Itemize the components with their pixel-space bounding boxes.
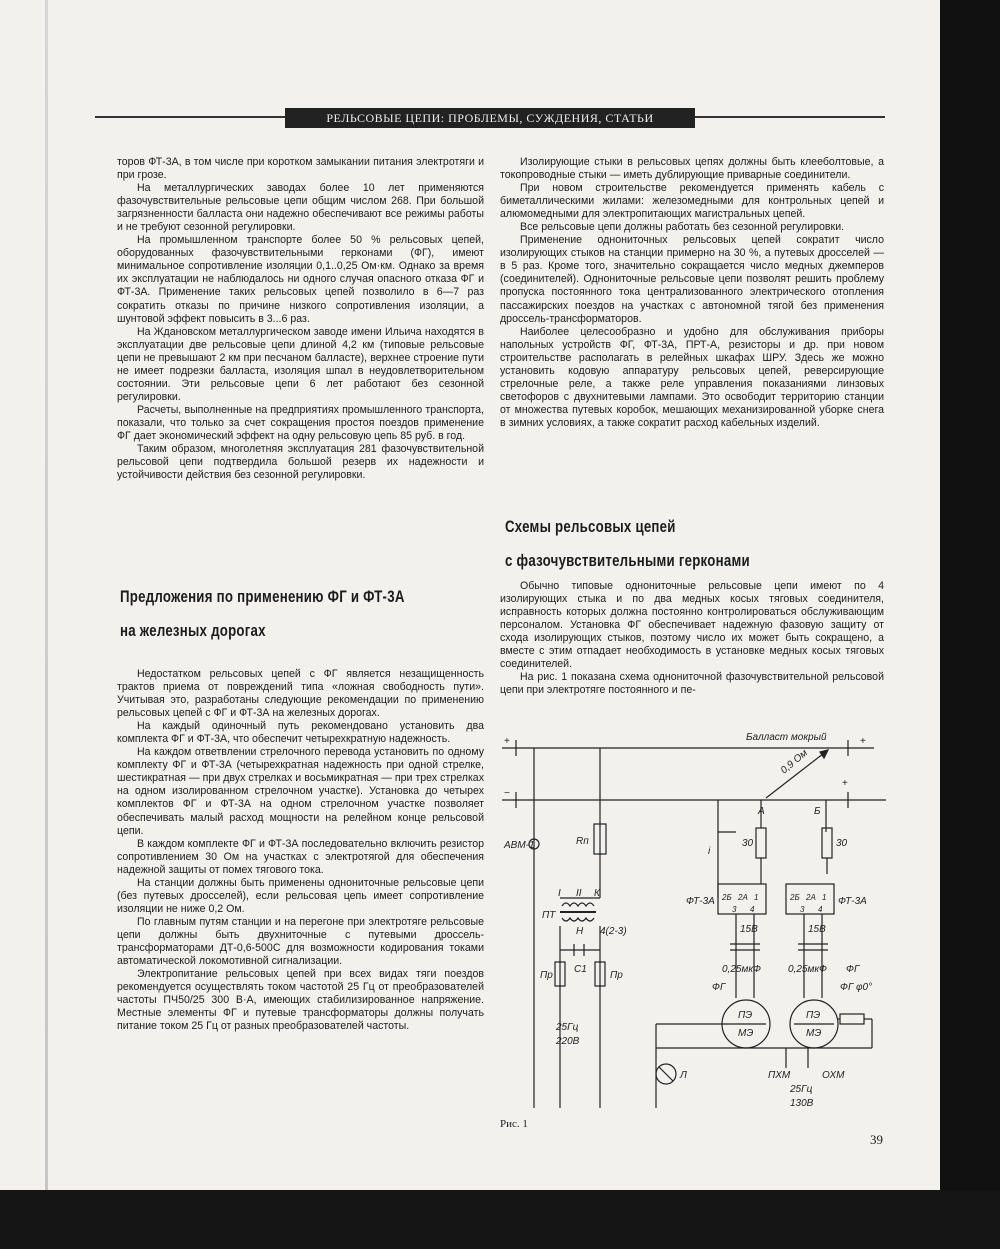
- freq-label: 25Гц: [556, 1022, 579, 1033]
- terminal: 1: [754, 893, 759, 902]
- left-column-upper: [117, 156, 484, 482]
- paragraph: На металлургических заводах более 10 лет применяются фазочувствительные рельсовые цепи общим числом 268. При большой загрязненности балласта они надежно обеспечивают все режимы работы и не требуют сезонной регулировки.: [117, 182, 484, 234]
- capacitance-label: 0,25мкФ: [788, 964, 827, 975]
- relay-winding-label: МЭ: [806, 1028, 822, 1039]
- fg-label: ФГ: [712, 982, 726, 993]
- pt-terminal: Н: [576, 926, 584, 937]
- tap-label: 4(2-3): [600, 926, 627, 937]
- paragraph: Обычно типовые однониточные рельсовые цепи имеют по 4 изолирующих стыка и по два медных косых тяговых соединителя, исправность которых должна постоянно контролироваться обслуживающим персоналом. Установка ФГ обеспечивает надежную фазовую защиту от схода изолирующих стыков, поэтому число их может быть сокращено, а вместе с этим отпадает необходимость в установке медных косых тяговых соединителей.: [500, 580, 884, 671]
- scan-edge-bottom: [0, 1190, 1000, 1249]
- transformer-winding: [562, 903, 594, 906]
- resistance-label: 0,9 Ом: [778, 747, 810, 777]
- heading-line: на железных дорогах: [120, 621, 266, 640]
- page-number: 39: [870, 1132, 883, 1147]
- rp-label: Rп: [576, 836, 589, 847]
- heading-line: Предложения по применению ФГ и ФТ-3А: [120, 587, 405, 606]
- section-heading-schemes: [505, 516, 750, 572]
- ballast-label: Балласт мокрый: [746, 732, 827, 743]
- c1-label: С1: [574, 964, 587, 975]
- terminal-b: Б: [814, 806, 821, 817]
- voltage-label: 220В: [556, 1036, 580, 1047]
- paragraph: На Ждановском металлургическом заводе имени Ильича находятся в эксплуатации две рельсовые цепи длиной 4,2 км (типовые рельсовые цепи не превышают 2 км при песчаном балласте), верхнее строение пути не имеет подрезки балласта, изоляция шпал в неудовлетворительном состоянии. Эти рельсовые цепи 6 лет работают без сезонной регулировки.: [117, 325, 484, 403]
- paragraph: На каждом ответвлении стрелочного перевода установить по одному комплекту ФГ и ФТ-3А (четырехкратная надежность при одной стрелке, шестикратная — при двух стрелках и восьмикратная — при трех стрелках на одном изолированном стрелочном участке). Установка до четырех комплектов ФГ и ФТ-3А на одном стрелочном участке позволяет обеспечивать малый расход мощности на релейном конце рельсовой цепи.: [117, 746, 484, 837]
- paragraph: Таким образом, многолетняя эксплуатация 281 фазочувствительной рельсовой цепи подтвердила большой резерв их надежности и устойчивости действия без сезонной регулировки.: [117, 443, 484, 482]
- right-column-lower: [500, 580, 884, 697]
- ft3a-label: ФТ-3А: [686, 896, 715, 907]
- heading-line: Схемы рельсовых цепей: [505, 517, 676, 536]
- voltage-label: 15В: [808, 924, 826, 935]
- phase-label: φ0°: [856, 982, 873, 993]
- relay-winding-label: МЭ: [738, 1028, 754, 1039]
- terminal: 2А: [738, 893, 748, 902]
- freq-label: 25Гц: [790, 1084, 813, 1095]
- resistor-30: [756, 828, 766, 858]
- plus-label: +: [860, 736, 866, 747]
- paragraph: В каждом комплекте ФГ и ФТ-3А последовательно включить резистор сопротивлением 30 Ом на участках с электротягой для обеспечения надежной защиты от помех тягового тока.: [117, 837, 484, 876]
- fuse-label: Пр: [540, 970, 553, 981]
- terminal: 4: [818, 905, 823, 914]
- pt-terminal: I: [558, 888, 561, 899]
- paragraph: Все рельсовые цепи должны работать без сезонной регулировки.: [520, 221, 845, 234]
- avm-label: АВМ-1: [504, 840, 535, 851]
- terminal: 1: [822, 893, 827, 902]
- pt-terminal: II: [576, 888, 582, 899]
- plus-label: +: [504, 736, 510, 747]
- paragraph: На промышленном транспорте более 50 % рельсовых цепей, оборудованных фазочувствительными герконами (ФГ), имеют минимальное сопротивление изоляции 0,1..0,25 Ом·км. Однако за время их эксплуатации не наблюдалось ни одного случая опасного отказа ФГ и ФТ-3А. Применение таких рельсовых цепей позволило в 6—7 раз сократить отказы по причине низкого сопротивления изоляции, а шунтовой эффект повысить в 3...6 раз.: [117, 234, 484, 325]
- terminal: 2Б: [790, 893, 800, 902]
- section-heading-proposals: [120, 586, 405, 642]
- plus-label: +: [842, 778, 848, 789]
- paragraph: На станции должны быть применены однониточные рельсовые цепи (без путевых дросселей), если рельсовая цепь имеет сопротивление изоляции не ниже 0,2 Ом.: [117, 876, 484, 915]
- paragraph: торов ФТ-3А, в том числе при коротком замыкании питания электротяги и при грозе.: [117, 156, 484, 182]
- terminal: 4: [750, 905, 755, 914]
- circuit-diagram: [496, 728, 892, 1128]
- terminal: 2А: [806, 893, 816, 902]
- paragraph: Расчеты, выполненные на предприятиях промышленного транспорта, показали, что только за счет сокращения простоя поездов применение ФГ дает экономический эффект на одну рельсовую цепь 85 руб. в год.: [117, 403, 484, 442]
- fg-label: ФГ: [840, 982, 854, 993]
- figure-caption: Рис. 1: [500, 1118, 528, 1130]
- pt-label: ПТ: [542, 910, 556, 921]
- capacitance-label: 0,25мкФ: [722, 964, 761, 975]
- pt-terminal: К: [594, 888, 600, 899]
- lamp-filament: [659, 1067, 673, 1081]
- transformer-winding: [562, 918, 594, 921]
- lamp-label: Л: [680, 1070, 687, 1081]
- paragraph: При новом строительстве рекомендуется применять кабель с биметаллическими жилами: железомедными для контрольных цепей и алюмомедными для электропитающих магистральных цепей.: [500, 182, 884, 221]
- voltage-label: 130В: [790, 1098, 814, 1109]
- relay-winding-label: ПЭ: [738, 1010, 753, 1021]
- right-column-upper: [500, 156, 884, 430]
- voltage-label: 15В: [740, 924, 758, 935]
- okh-label: ОХМ: [822, 1070, 845, 1081]
- current-label: i: [708, 846, 711, 857]
- terminal-a: А: [758, 806, 765, 817]
- resistor-30: [822, 828, 832, 858]
- ft3a-label: ФТ-3А: [838, 896, 867, 907]
- binding-fold: [45, 0, 48, 1190]
- paragraph: Наиболее целесообразно и удобно для обслуживания приборы напольных устройств ФГ, ФТ-3А, ПРТ-А, резисторы и др. при новом строительстве располагать в релейных шкафах ШРУ. Здесь же можно установить кодовую аппаратуру рельсовых цепей, реверсирующие стрелочные реле, а также реле управления показаниями линзовых светофоров с двухнитевыми лампами. Это освободит территорию станции от множества путевых коробок, мешающих механизированной уборке снега в зимних условиях, а также сократит расход кабельных изделий.: [500, 325, 884, 429]
- resistor: [840, 1014, 864, 1024]
- heading-line: с фазочувствительными герконами: [505, 551, 750, 570]
- paragraph: На рис. 1 показана схема однониточной фазочувствительной рельсовой цепи при электротяге постоянного и пе-: [500, 671, 884, 697]
- paragraph: На каждый одиночный путь рекомендовано установить два комплекта ФГ и ФТ-3А, что обеспечит четырехкратную надежность.: [117, 720, 484, 746]
- relay-winding-label: ПЭ: [806, 1010, 821, 1021]
- terminal: 3: [732, 905, 737, 914]
- paragraph: Изолирующие стыки в рельсовых цепях должны быть клееболтовые, а токопроводные стыки — иметь дублирующие приварные соединители.: [500, 156, 884, 182]
- minus-label: −: [504, 788, 510, 799]
- paragraph: Применение однониточных рельсовых цепей сократит число изолирующих стыков на станции примерно на 30 %, а путевых дросселей — в 5 раз. Кроме того, значительно сокращается число медных джемперов (соединителей). Однониточные рельсовые цепи позволят решить проблему пропуска постоянного тока централизованного электрического отопления пассажирских поездов на участках с автономной тягой без применения дроссель-трансформаторов.: [500, 234, 884, 325]
- terminal: 2Б: [722, 893, 732, 902]
- paragraph: По главным путям станции и на перегоне при электротяге рельсовые цепи должны быть двухниточные с путевыми дроссель-трансформаторами ДТ-0,6-500С для возможности кодирования токами автоматической локомотивной сигнализации.: [117, 915, 484, 968]
- terminal: 3: [800, 905, 805, 914]
- left-column-lower: [117, 668, 484, 1033]
- pkh-label: ПХМ: [768, 1070, 791, 1081]
- r30-label: 30: [836, 838, 848, 849]
- paragraph: Электропитание рельсовых цепей при всех видах тяги поездов рекомендуется осуществлять током частотой 25 Гц от преобразователей частоты ПЧ50/25 300 В·А, имеющих стабилизированное напряжение. Местные элементы ФГ и путевые трансформаторы должны получать питание током 25 Гц от разных преобразователей частоты.: [117, 968, 484, 1033]
- scan-edge-right: [940, 0, 1000, 1249]
- r30-label: 30: [742, 838, 754, 849]
- arrow-head: [820, 750, 828, 758]
- paragraph: Недостатком рельсовых цепей с ФГ является незащищенность трактов приема от повреждений типа «ложная свободность пути». Учитывая это, разработаны следующие рекомендации по применению рельсовых цепей с ФГ и ФТ-3А на железных дорогах.: [117, 668, 484, 720]
- fg-label: ФГ: [846, 964, 860, 975]
- running-header: РЕЛЬСОВЫЕ ЦЕПИ: ПРОБЛЕМЫ, СУЖДЕНИЯ, СТАТЬИ: [285, 108, 695, 128]
- fuse-label: Пр: [610, 970, 623, 981]
